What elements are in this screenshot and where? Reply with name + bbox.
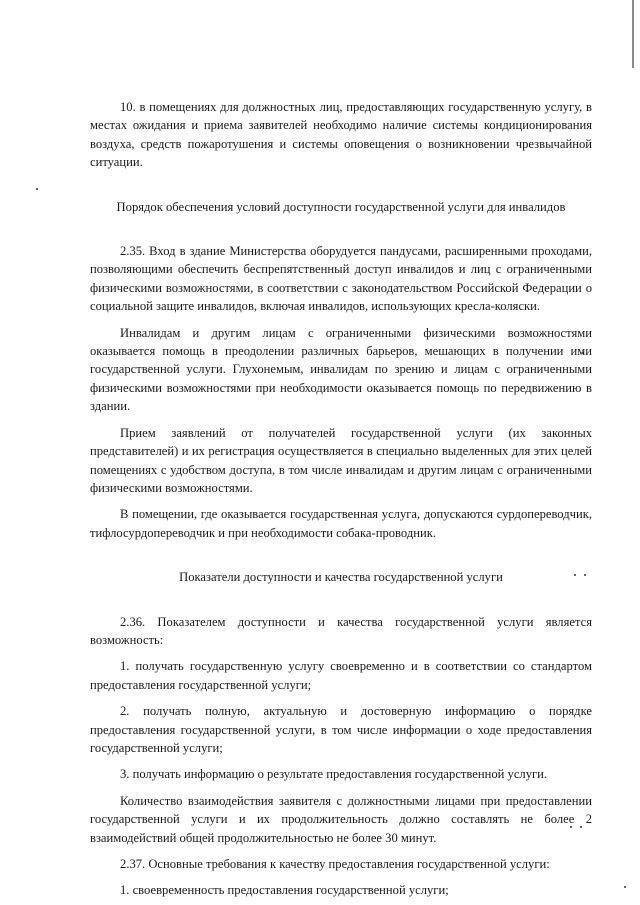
list-item-timeliness: 1. своевременность предоставления государственной услуги; — [120, 883, 449, 898]
list-item-2: 2. получать полную, актуальную и достоверную информацию о порядке предоставления государственной услуги, в том числе информации о ходе предоставления государственной услуги; — [90, 704, 592, 755]
paragraph-2-37: 2.37. Основные требования к качеству предоставления государственной услуги: — [120, 857, 550, 871]
paragraph-2-35: 2.35. Вход в здание Министерства оборудуется пандусами, расширенными проходами, позволяющими обеспечить беспрепятственный доступ инвалидов и лиц с ограниченными физическими возможностями, в соответствии с законодательством Российской Федерации о социальной защите инвалидов, включая инвалидов, использующих кресла-коляски. — [90, 244, 592, 314]
list-item-1: 1. получать государственную услугу своевременно и в соответствии со стандартом предоставления государственной услуги; — [90, 659, 592, 692]
paragraph-reception: Прием заявлений от получателей государственной услуги (их законных представителей) и их регистрация осуществляется в специально выделенных для этих целей помещениях с удобством доступа, в том числе инвалидам и другим лицам с ограниченными физическими возможностями. — [90, 425, 592, 495]
section-heading-quality: Показатели доступности и качества государственной услуги — [179, 570, 503, 585]
scan-edge-line — [632, 0, 634, 68]
paragraph-assistance: Инвалидам и другим лицам с ограниченными физическими возможностями оказывается помощь в преодолении различных барьеров, мешающих в получении ими государственной услуги. Глухонемым, инвалидам по зрению и лицам с ограниченными физическими возможностями при необходимости оказывается помощь по передвижению в здании. — [90, 325, 592, 414]
paragraph-interpreter: В помещении, где оказывается государственная услуга, допускаются сурдопереводчик, тифлосурдопереводчик и при необходимости собака-проводник. — [90, 507, 592, 540]
scan-speck — [36, 188, 38, 190]
document-body — [90, 98, 592, 900]
paragraph-interactions: Количество взаимодействия заявителя с должностными лицами при предоставлении государственной услуги и их продолжительность должно составлять не более 2 взаимодействий общей продолжительностью не более 30 минут. — [90, 793, 592, 845]
scan-speck — [624, 886, 626, 888]
paragraph-2-36: 2.36. Показателем доступности и качества государственной услуги является возможность: — [90, 614, 592, 647]
paragraph-10: 10. в помещениях для должностных лиц, предоставляющих государственную услугу, в местах ожидания и приема заявителей необходимо наличие системы кондиционирования воздуха, средств пожаротушения и системы оповещения о возникновении чрезвычайной ситуации. — [90, 100, 592, 170]
section-heading-accessibility-disabled: Порядок обеспечения условий доступности государственной услуги для инвалидов — [116, 199, 566, 214]
list-item-3: 3. получать информацию о результате предоставления государственной услуги. — [120, 767, 548, 782]
